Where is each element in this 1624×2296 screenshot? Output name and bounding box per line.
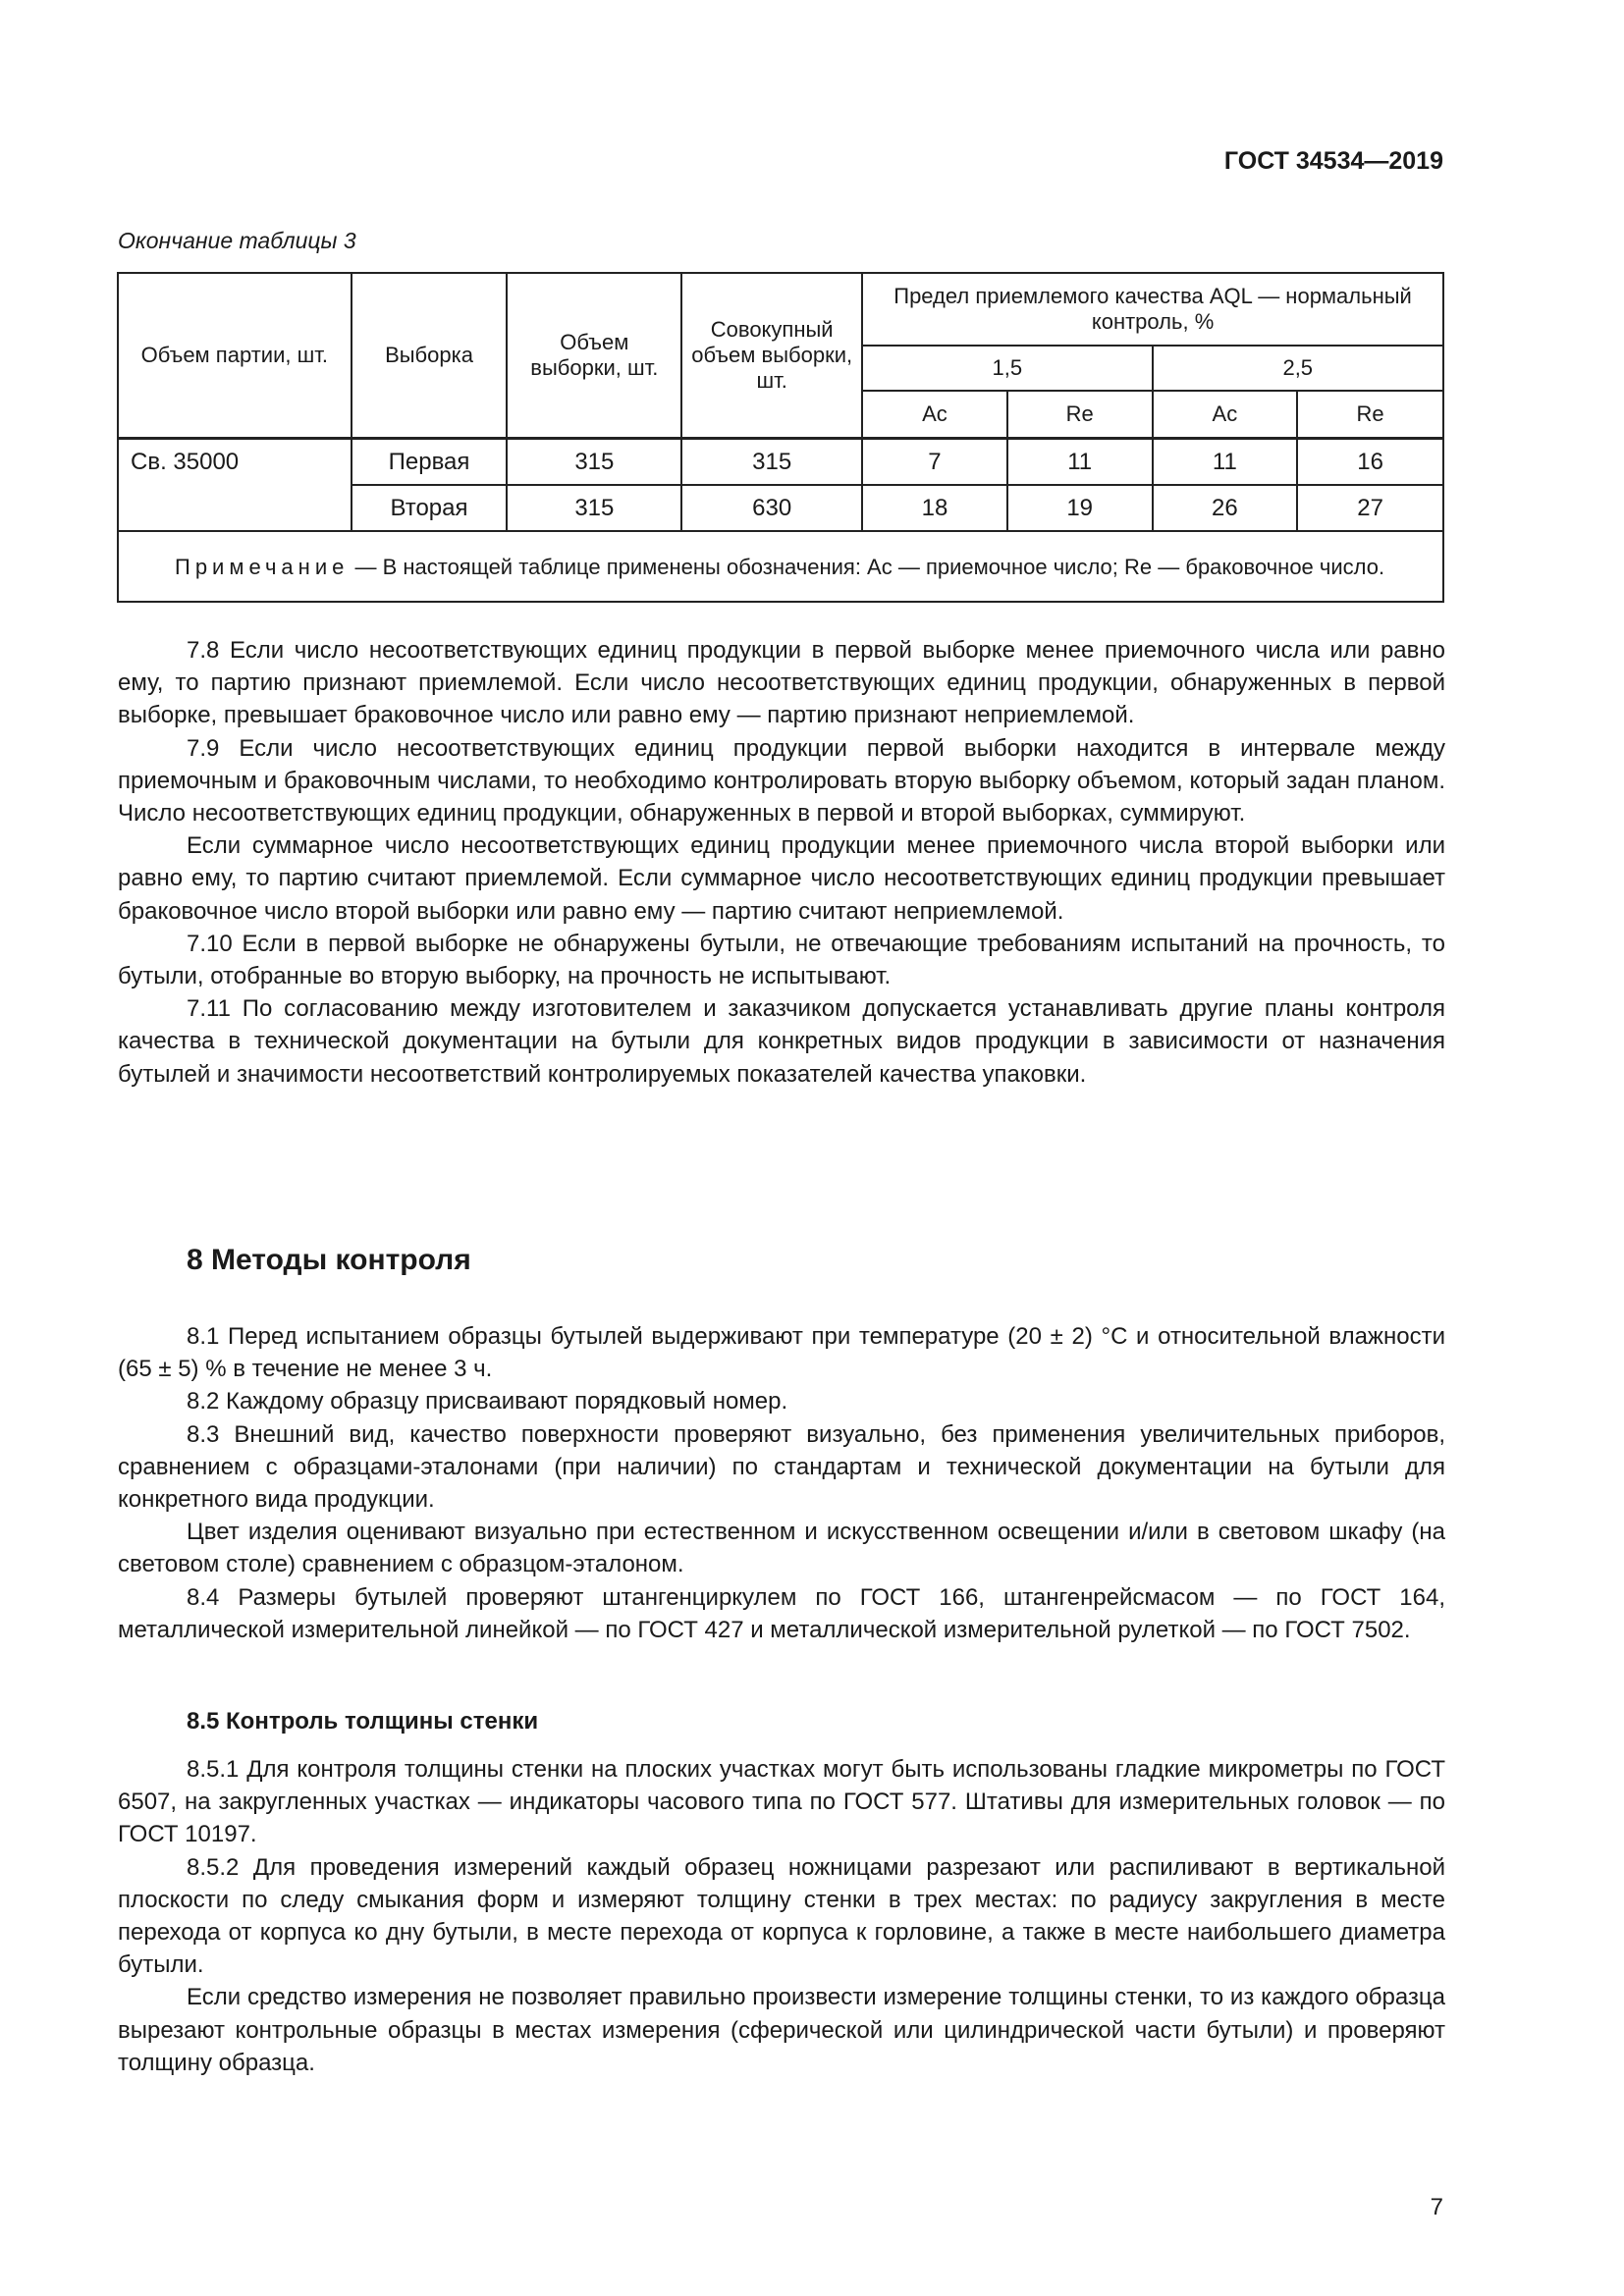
table-note xyxy=(118,531,1443,602)
cell-sample: Первая xyxy=(352,439,508,486)
paragraph: 7.8 Если число несоответствующих единиц продукции в первой выборке менее приемочного числа или равно ему, то партию признают приемлемой. Если число несоответствующих единиц продукции, обнаруженных в первой выборке, превышает браковочное число или равно ему — партию признают неприемлемой. xyxy=(118,637,1445,729)
header-sample: Выборка xyxy=(352,273,508,439)
cell-sample: Вторая xyxy=(352,485,508,531)
section-title: 8 Методы контроля xyxy=(187,1244,471,1276)
paragraph: 8.5.2 Для проведения измерений каждый образец ножницами разрезают или распиливают в вертикальной плоскости по следу смыкания форм и измеряют толщину стенки в трех местах: по радиусу закругления в месте перехода от корпуса ко дну бутыли, в месте перехода от корпуса к горловине, а также в месте наибольшего диаметра бутыли. xyxy=(118,1853,1445,1979)
paragraph: 7.9 Если число несоответствующих единиц продукции первой выборки находится в интервале между приемочным и браковочным числами, то необходимо контролировать вторую выборку объемом, который задан планом. Число несоответствующих единиц продукции, обнаруженных в первой и второй выборках, суммируют. xyxy=(118,734,1445,828)
header-aql: Предел приемлемого качества AQL — нормальный контроль, % xyxy=(862,273,1443,346)
note-text: — В настоящей таблице применены обозначения: Ac — приемочное число; Re — браковочное число. xyxy=(349,554,1385,579)
lot-size-cell: Св. 35000 xyxy=(118,439,352,532)
cell-re: 27 xyxy=(1297,485,1443,531)
paragraph: 8.5.1 Для контроля толщины стенки на плоских участках могут быть использованы гладкие микрометры по ГОСТ 6507, на закругленных участках — индикаторы часового типа по ГОСТ 577. Штативы для измерительных головок — по ГОСТ 10197. xyxy=(118,1756,1445,1848)
cell-re: 19 xyxy=(1007,485,1153,531)
cell-ac: 7 xyxy=(862,439,1007,486)
cell-re: 11 xyxy=(1007,439,1153,486)
paragraph: Если суммарное число несоответствующих единиц продукции менее приемочного числа второй выборки или равно ему, то партию считают приемлемой. Если суммарное число несоответствующих единиц продукции превышает браковочное число второй выборки или равно ему — партию считают неприемлемой. xyxy=(118,832,1445,925)
header-cumulative-size: Совокупный объем выборки, шт. xyxy=(681,273,862,439)
table-row xyxy=(118,439,1443,486)
paragraph: 8.2 Каждому образцу присваивают порядковый номер. xyxy=(187,1388,788,1415)
table-caption: Окончание таблицы 3 xyxy=(118,228,356,253)
cell-re: 16 xyxy=(1297,439,1443,486)
cell-ac: 18 xyxy=(862,485,1007,531)
header-lot-size: Объем партии, шт. xyxy=(118,273,352,439)
page-number: 7 xyxy=(1430,2194,1443,2220)
note-label: Примечание xyxy=(175,554,350,579)
paragraph: Цвет изделия оценивают визуально при естественном и искусственном освещении и/или в световом шкафу (на световом столе) сравнением с образцом-эталоном. xyxy=(118,1519,1445,1578)
cell-ac: 26 xyxy=(1153,485,1298,531)
cell-cumulative: 315 xyxy=(681,439,862,486)
header-sample-size: Объем выборки, шт. xyxy=(507,273,681,439)
cell-size: 315 xyxy=(507,485,681,531)
document-code: ГОСТ 34534—2019 xyxy=(1223,147,1443,175)
cell-size: 315 xyxy=(507,439,681,486)
paragraph: 8.3 Внешний вид, качество поверхности проверяют визуально, без применения увеличительных приборов, сравнением с образцами-эталонами (при наличии) по стандартам и технической документации на бутыли для конкретного вида продукции. xyxy=(118,1420,1445,1514)
paragraph: 8.4 Размеры бутылей проверяют штангенциркулем по ГОСТ 166, штангенрейсмасом — по ГОСТ 164, металлической измерительной линейкой — по ГОСТ 427 и металлической измерительной рулеткой — по ГОСТ 7502. xyxy=(118,1583,1445,1643)
subsection-title: 8.5 Контроль толщины стенки xyxy=(187,1708,539,1735)
subsection-8-5-text xyxy=(118,1753,1445,2079)
clause-7-text xyxy=(118,634,1445,1091)
header-aql-2-5: 2,5 xyxy=(1153,346,1443,391)
header-re: Re xyxy=(1297,391,1443,439)
paragraph: 7.11 По согласованию между изготовителем и заказчиком допускается устанавливать другие планы контроля качества в технической документации на бутыли для конкретных видов продукции в зависимости от назначения бутылей и значимости несоответствий контролируемых показателей качества упаковки. xyxy=(118,995,1445,1088)
header-ac: Ac xyxy=(862,391,1007,439)
header-re: Re xyxy=(1007,391,1153,439)
table-3 xyxy=(117,272,1444,603)
paragraph: Если средство измерения не позволяет правильно произвести измерение толщины стенки, то из каждого образца вырезают контрольные образцы в местах измерения (сферической или цилиндрической части бутыли) и проверяют толщину образца. xyxy=(118,1984,1445,2076)
paragraph: 8.1 Перед испытанием образцы бутылей выдерживают при температуре (20 ± 2) °С и относительной влажности (65 ± 5) % в течение не менее 3 ч. xyxy=(118,1323,1445,1383)
header-ac: Ac xyxy=(1153,391,1298,439)
section-8-text xyxy=(118,1320,1445,1646)
header-aql-1-5: 1,5 xyxy=(862,346,1152,391)
paragraph: 7.10 Если в первой выборке не обнаружены бутыли, не отвечающие требованиям испытаний на прочность, то бутыли, отобранные во вторую выборку, на прочность не испытывают. xyxy=(118,930,1445,990)
cell-cumulative: 630 xyxy=(681,485,862,531)
cell-ac: 11 xyxy=(1153,439,1298,486)
